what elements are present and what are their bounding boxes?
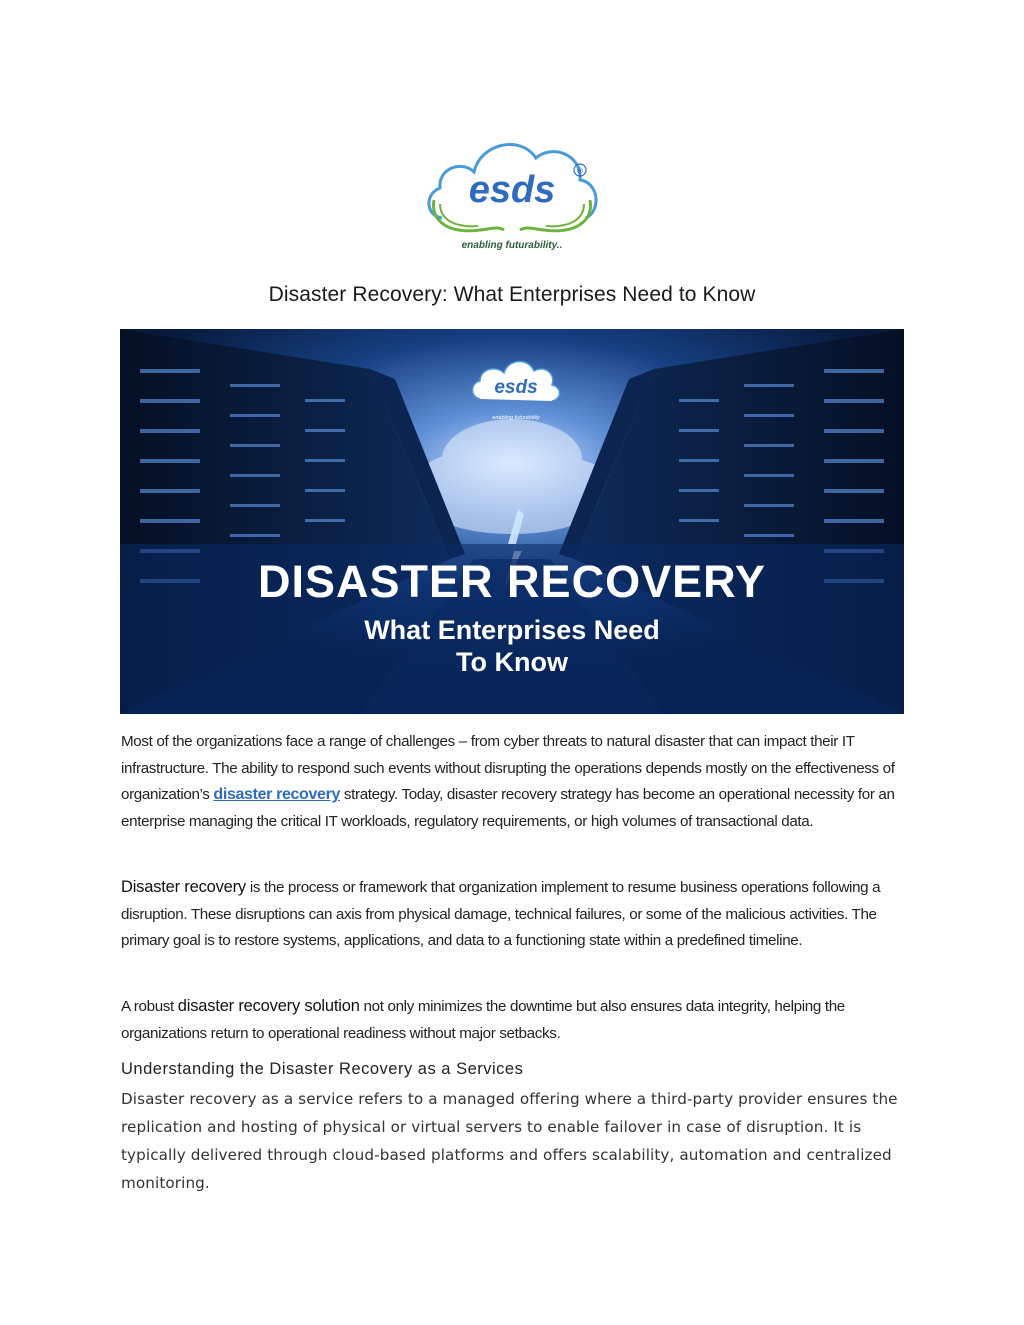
draas-paragraph: Disaster recovery as a service refers to a managed offering where a third-party provider ensures the replication and hosting of physical or virtual servers to enable failover in case of disruption. It is typically delivered through cloud-based platforms and offers scalability, automation and centralized monitoring.	[121, 1090, 898, 1192]
definition-text: is the process or framework that organization implement to resume business operations following a disruption. These disruptions can axis from physical damage, technical failures, or some of the malicious activities. The primary goal is to restore systems, applications, and data to a functioning state within a predefined timeline.	[121, 879, 881, 949]
hero-subline-1: What Enterprises Need	[364, 615, 660, 645]
logo-brand-text: esds	[468, 169, 556, 211]
hero-logo-tagline: enabling futurability	[492, 415, 540, 421]
definition-highlight: Disaster recovery	[121, 878, 246, 896]
hero-banner	[120, 329, 904, 714]
logo-tagline: enabling futurability..	[461, 240, 563, 251]
definition-paragraph	[121, 874, 911, 955]
disaster-recovery-link[interactable]: disaster recovery	[213, 786, 341, 803]
intro-text-end: strategy. Today, disaster recovery strategy has become an operational necessity for an enterprise managing the critical IT workloads, regulatory requirements, or high volumes of transactional data.	[121, 786, 895, 830]
section-heading: Understanding the Disaster Recovery as a Services	[121, 1060, 524, 1078]
solution-highlight: disaster recovery solution	[177, 997, 360, 1015]
hero-subline-2: To Know	[456, 647, 568, 677]
solution-text-start: A robust	[121, 998, 178, 1015]
hero-image	[120, 329, 904, 714]
solution-paragraph	[121, 993, 911, 1047]
hero-headline: DISASTER RECOVERY	[258, 556, 766, 607]
cloud-logo-icon	[420, 130, 604, 260]
hero-logo-brand: esds	[494, 377, 538, 398]
registered-mark: ®	[577, 166, 583, 176]
esds-logo	[420, 130, 604, 260]
intro-paragraph	[121, 729, 911, 835]
solution-text-end: not only minimizes the downtime but also ensures data integrity, helping the organizations return to operational readiness without major setbacks.	[121, 998, 845, 1042]
page-title: Disaster Recovery: What Enterprises Need to Know	[268, 283, 756, 306]
intro-text-start: Most of the organizations face a range of challenges – from cyber threats to natural disaster that can impact their IT infrastructure. The ability to respond such events without disrupting the operations depends mostly on the effectiveness of organization’s	[121, 733, 895, 803]
